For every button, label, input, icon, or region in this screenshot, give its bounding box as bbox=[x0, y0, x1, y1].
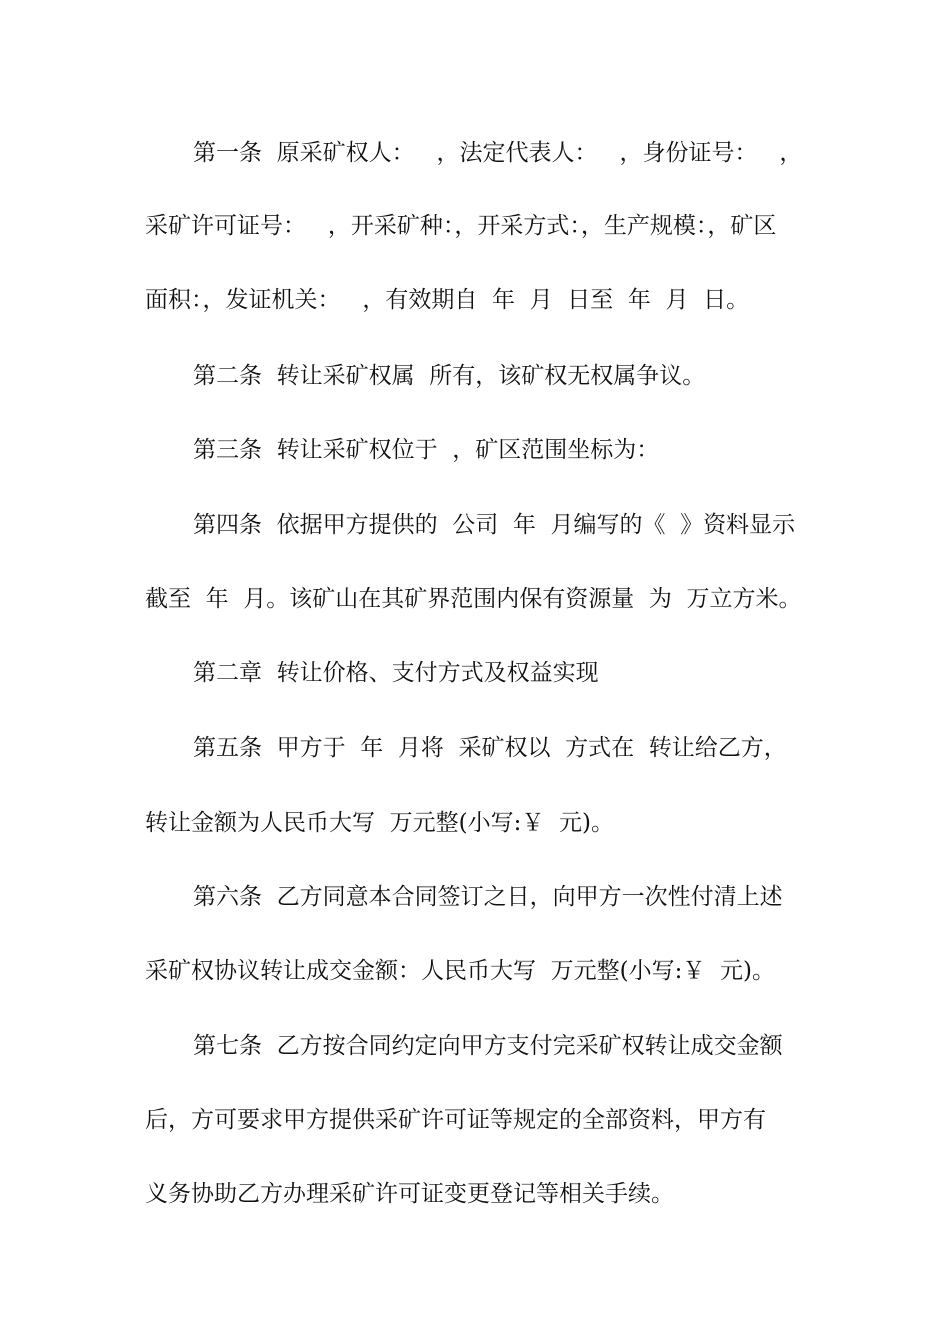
article-4-line-2: 截至 年 月。该矿山在其矿界范围内保有资源量 为 万立方米。 bbox=[145, 586, 802, 612]
article-2-line-1: 第二条 转让采矿权属 所有，该矿权无权属争议。 bbox=[193, 363, 706, 389]
article-6-line-2: 采矿权协议转让成交金额：人民币大写 万元整(小写:￥ 元)。 bbox=[145, 958, 775, 984]
chapter-2-heading: 第二章 转让价格、支付方式及权益实现 bbox=[193, 660, 599, 686]
article-1-line-3: 面积：，发证机关： ，有效期自 年 月 日至 年 月 日。 bbox=[145, 287, 750, 313]
article-4-line-1: 第四条 依据甲方提供的 公司 年 月编写的《 》资料显示 bbox=[193, 512, 796, 538]
article-7-line-2: 后，方可要求甲方提供采矿许可证等规定的全部资料，甲方有 bbox=[145, 1107, 766, 1133]
article-7-line-3: 义务协助乙方办理采矿许可证变更登记等相关手续。 bbox=[145, 1181, 674, 1207]
article-5-line-2: 转让金额为人民币大写 万元整(小写:￥ 元)。 bbox=[145, 810, 614, 836]
article-7-line-1: 第七条 乙方按合同约定向甲方支付完采矿权转让成交金额 bbox=[193, 1033, 783, 1059]
article-1-line-2: 采矿许可证号： ，开采矿种：，开采方式：，生产规模：，矿区 bbox=[145, 213, 777, 239]
article-6-line-1: 第六条 乙方同意本合同签订之日，向甲方一次性付清上述 bbox=[193, 884, 783, 910]
article-3-line-1: 第三条 转让采矿权位于 ，矿区范围坐标为： bbox=[193, 437, 660, 463]
article-1-line-1: 第一条 原采矿权人： ，法定代表人： ，身份证号： ， bbox=[193, 140, 803, 166]
article-5-line-1: 第五条 甲方于 年 月将 采矿权以 方式在 转让给乙方， bbox=[193, 735, 787, 761]
